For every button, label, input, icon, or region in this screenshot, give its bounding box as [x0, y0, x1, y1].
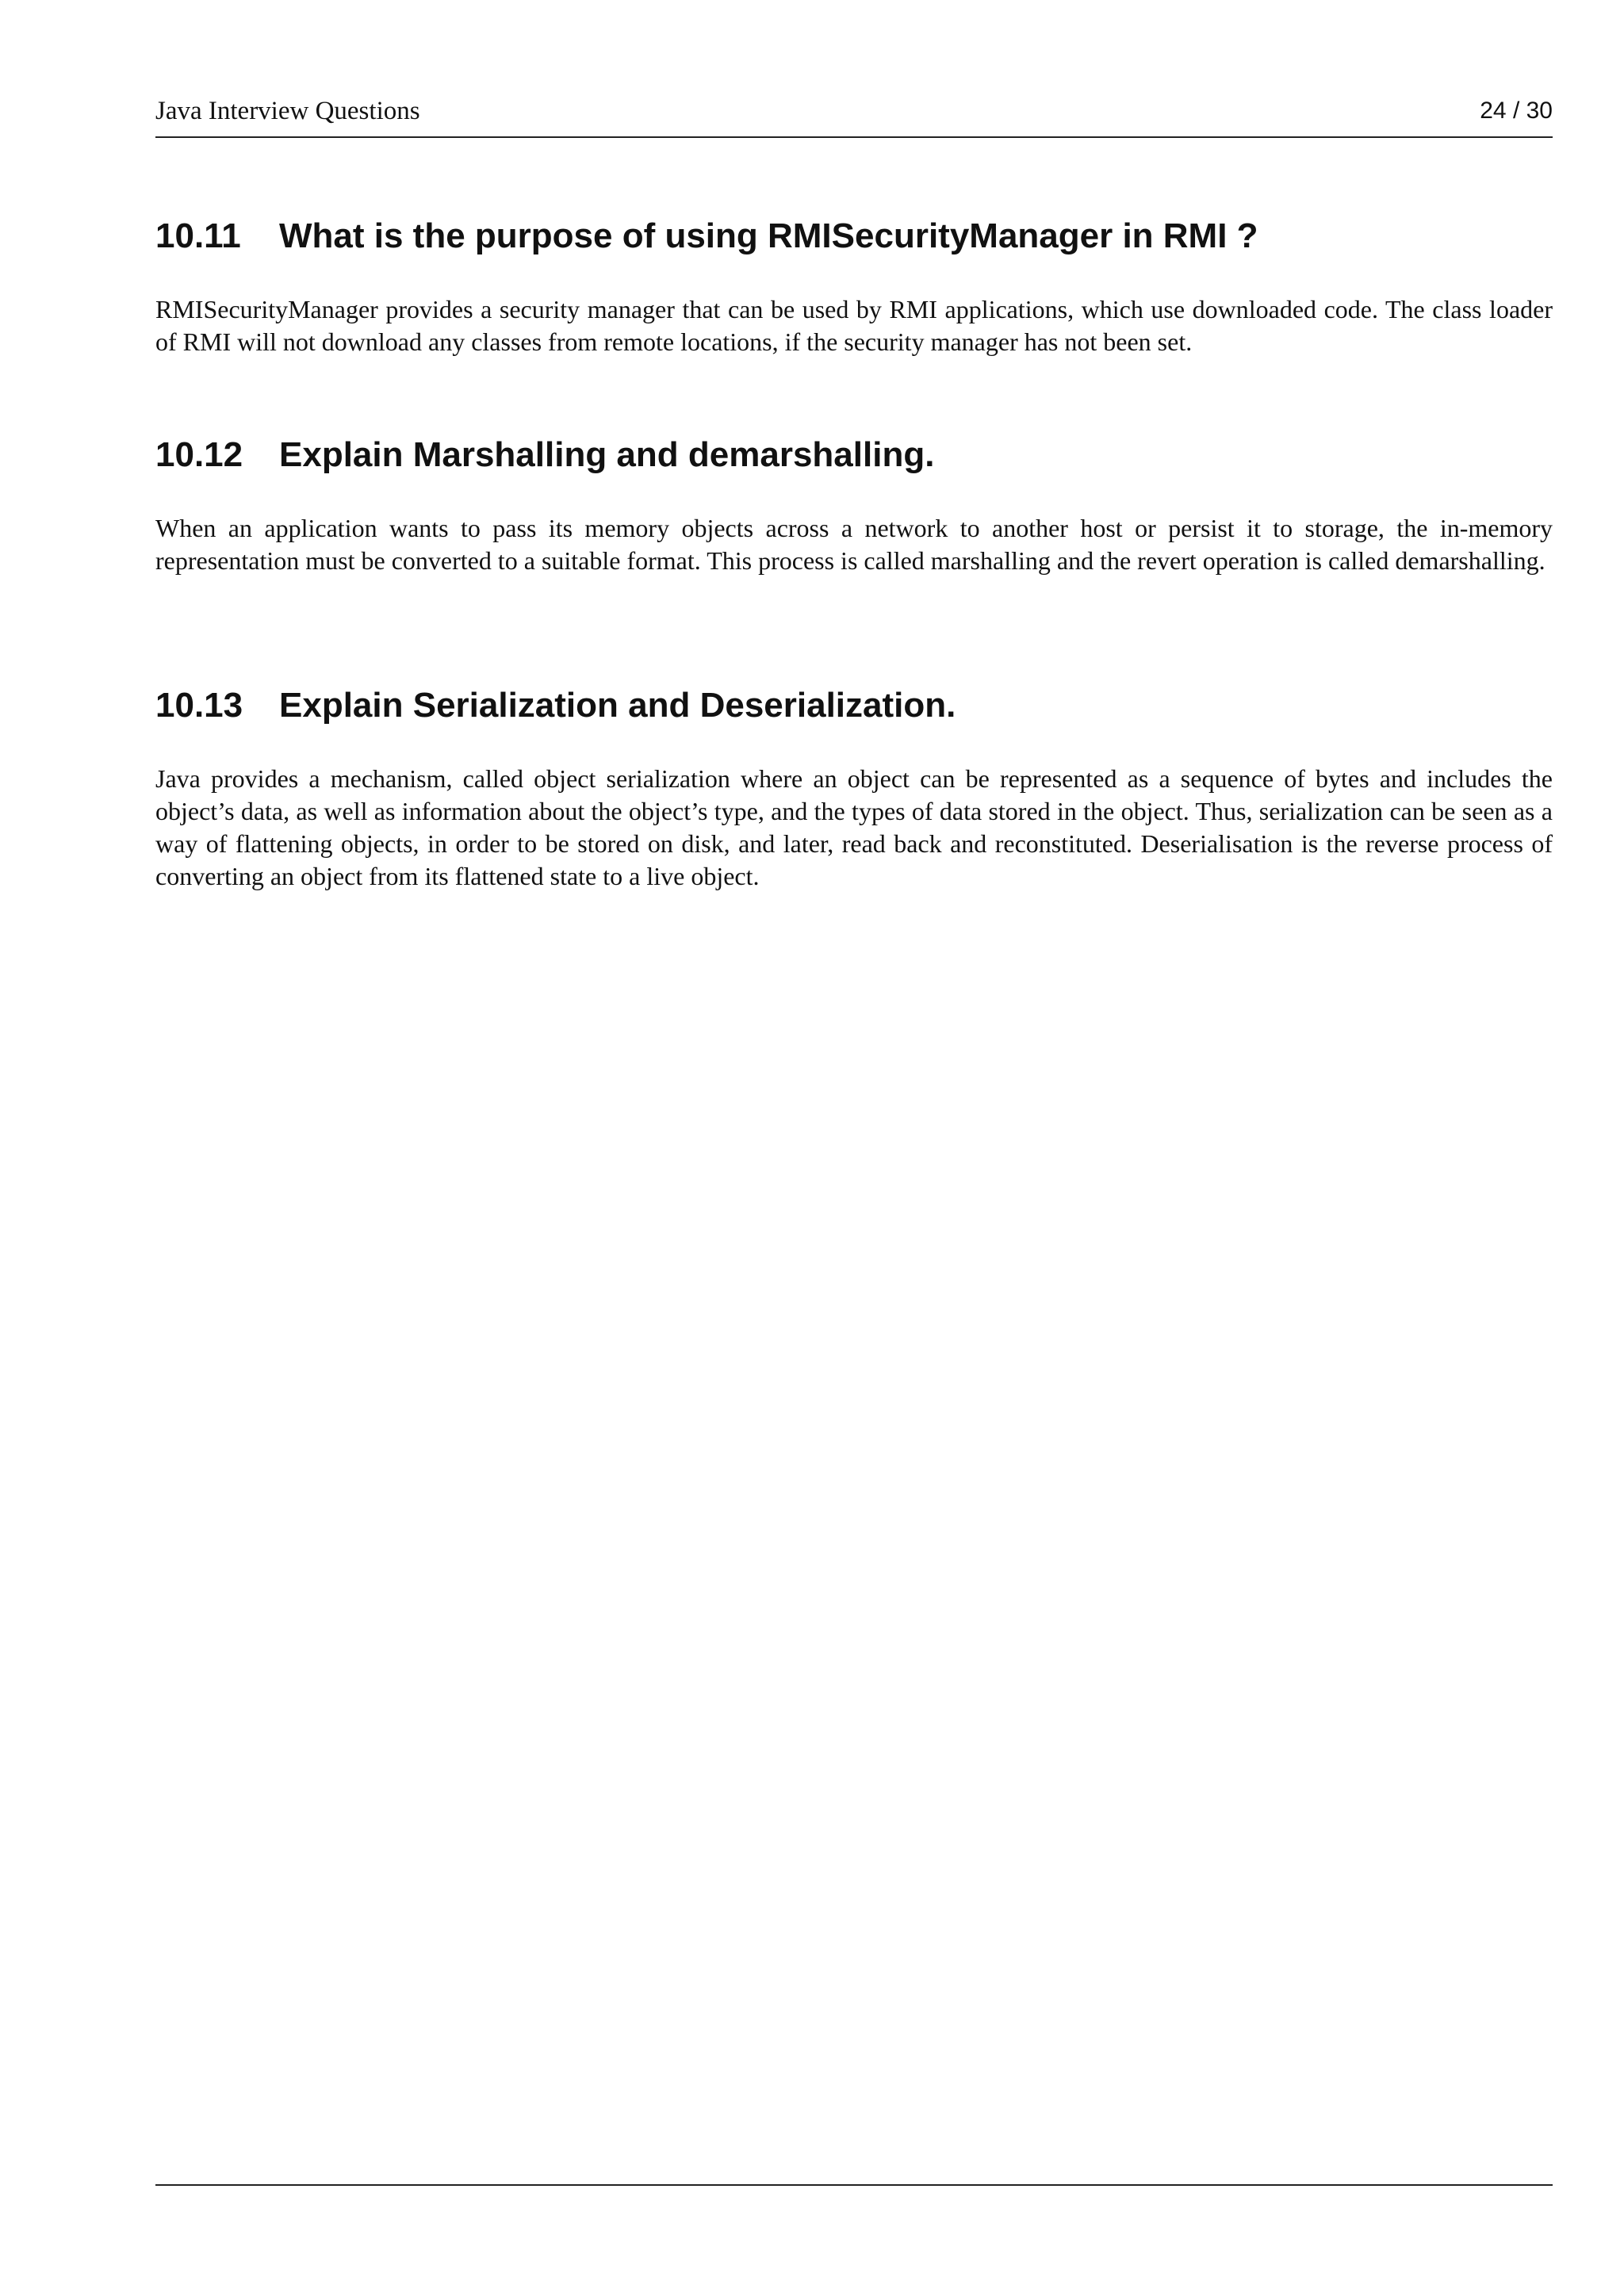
section-number: 10.11: [155, 216, 241, 255]
footer-rule: [155, 2184, 1553, 2186]
section-title: Explain Marshalling and demarshalling.: [279, 435, 935, 474]
section-10-13: [155, 683, 1553, 893]
section-body: RMISecurityManager provides a security manager that can be used by RMI applications, which use downloaded code. The class loader of RMI will not download any classes from remote locations, if the security manager has not been set.: [155, 295, 1553, 356]
section-10-12: [155, 433, 1553, 577]
section-title: Explain Serialization and Deserialization.: [279, 686, 956, 725]
section-heading: [155, 214, 1553, 258]
section-body: Java provides a mechanism, called object serialization where an object can be represented as a sequence of bytes and includes the object’s data, as well as information about the object’s type, and the types of data stored in the object. Thus, serialization can be seen as a way of flattening objects, in order to be stored on disk, and later, read back and reconstituted. Deserialisation is the reverse process of converting an object from its flattened state to a live object.: [155, 764, 1553, 890]
section-body: When an application wants to pass its memory objects across a network to another host or persist it to storage, the in-memory representation must be converted to a suitable format. This process is called marshalling and the revert operation is called demarshalling.: [155, 514, 1553, 575]
section-10-11: [155, 214, 1553, 358]
document-title: Java Interview Questions: [155, 97, 420, 125]
running-header: [155, 94, 1553, 138]
section-number: 10.12: [155, 435, 243, 474]
section-title: What is the purpose of using RMISecurityManager in RMI ?: [279, 216, 1258, 255]
section-heading: [155, 433, 1553, 477]
page-indicator: 24 / 30: [1480, 98, 1553, 124]
section-number: 10.13: [155, 686, 243, 725]
section-heading: [155, 683, 1553, 728]
